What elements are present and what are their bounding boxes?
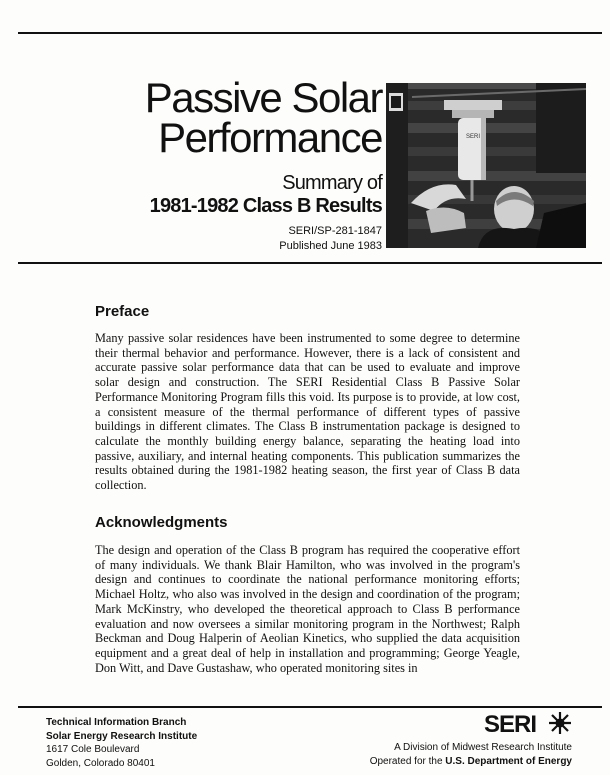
footer-rule (18, 706, 602, 708)
sensor-label: SERI (466, 134, 481, 140)
city-address: Golden, Colorado 80401 (46, 757, 155, 769)
seri-logo (484, 711, 572, 735)
acknowledgments-heading: Acknowledgments (95, 514, 228, 531)
title-line-2: Performance (158, 114, 382, 161)
operated-line (370, 755, 572, 769)
subtitle-line-2: 1981-1982 Class B Results (149, 195, 382, 217)
branch-name: Technical Information Branch (46, 717, 187, 728)
subtitle-line-1: Summary of (282, 172, 382, 194)
operated-prefix: Operated for the (369, 755, 446, 767)
cover-photo (386, 83, 586, 248)
publisher-address (46, 716, 197, 770)
institute-name: Solar Energy Research Institute (46, 730, 198, 742)
division-info (370, 741, 572, 768)
division-line: A Division of Midwest Research Institute (394, 742, 572, 753)
preface-body: Many passive solar residences have been instrumented to some degree to determine their thermal behavior and performance. However, there is a lack of consistent and accurate passive solar performance data that can be used to evaluate and improve solar design and construction. The SERI Residential Class B Passive Solar Performance Monitoring Program fills this void. Its purpose is to provide, at low cost, a consistent measure of the thermal performance of different types of passive buildings in different climates. The Class B instrumentation package is designed to calculate the monthly building energy balance, separating the heating load into passive, auxiliary, and internal heating components. This publication summarizes the results obtained during the 1981-1982 heating season, the first year of Class B data collection. (95, 331, 520, 493)
title-line-1: Passive Solar (144, 74, 382, 121)
preface-heading: Preface (95, 303, 150, 320)
top-rule (18, 32, 602, 34)
publication-date: Published June 1983 (279, 240, 382, 252)
document-subtitle (150, 172, 382, 218)
publication-info (279, 224, 382, 254)
acknowledgments-body: The design and operation of the Class B program has required the cooperative effort of many individuals. We thank Blair Hamilton, who was involved in the program's design and continues to coordinate the national performance monitoring efforts; Michael Holtz, who also was involved in the design and coordination of the program; Mark McKinstry, who developed the theoretical approach to Class B performance evaluation and now oversees a similar monitoring program in the Northwest; Ralph Beckman and Doug Halperin of Aeolian Kinetics, who supplied the data acquisition equipment and a great deal of help in installation and programming; George Yeagle, Don Witt, and Dave Gustashaw, who operated monitoring sites in (95, 543, 520, 675)
street-address: 1617 Cole Boulevard (46, 744, 140, 755)
sun-icon (549, 712, 571, 734)
operated-agency: U.S. Department of Energy (445, 755, 572, 767)
document-title (144, 74, 382, 161)
header-rule (18, 262, 602, 264)
seri-logo-text: SERI (484, 711, 537, 735)
report-number: SERI/SP-281-1847 (288, 225, 382, 237)
